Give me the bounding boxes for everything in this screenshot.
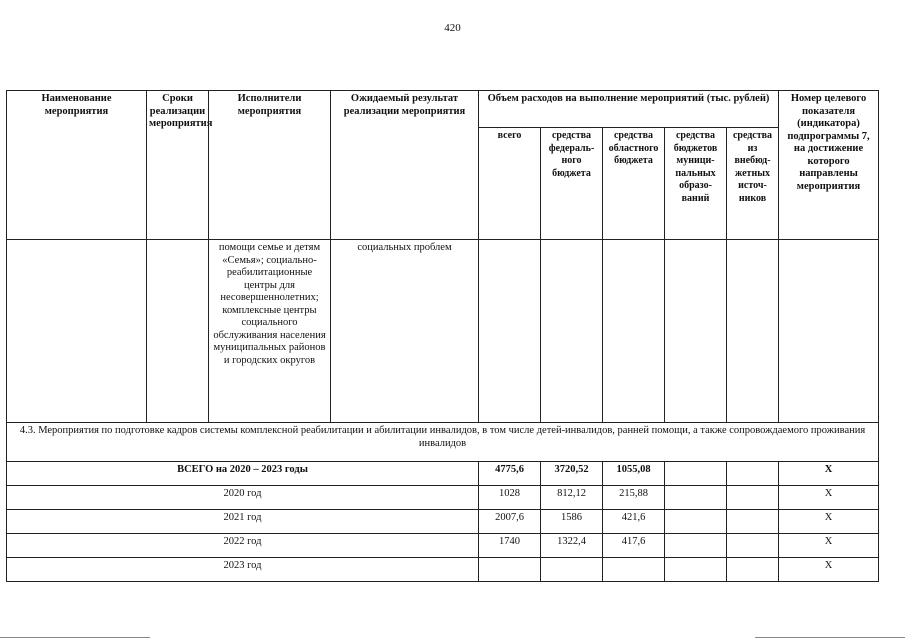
year-label: 2020 год (7, 486, 479, 510)
year-row-2021 (7, 510, 879, 534)
header-name: Наименование мероприятия (7, 91, 147, 240)
page-number: 420 (444, 22, 461, 34)
cell-empty (479, 240, 541, 423)
year-label: 2023 год (7, 558, 479, 582)
total-row (7, 462, 879, 486)
year-extra (727, 558, 779, 582)
total-federal: 3720,52 (541, 462, 603, 486)
year-total: 2007,6 (479, 510, 541, 534)
cell-executors: помощи семье и детям «Семья»; социально-реабилитационные центры для несовершеннолетних; комплексные центры социального обслуживания населения муниципальных районов и городских округов (209, 240, 331, 423)
header-result: Ожидаемый результат реализации мероприятия (331, 91, 479, 240)
scan-line (755, 637, 905, 638)
year-row-2020 (7, 486, 879, 510)
subheader-federal: средства федераль-ного бюджета (541, 128, 603, 240)
year-row-2023 (7, 558, 879, 582)
scan-line (0, 637, 150, 638)
header-terms: Сроки реализации мероприятия (147, 91, 209, 240)
total-sum: 4775,6 (479, 462, 541, 486)
year-indicator: Х (779, 510, 879, 534)
program-table (6, 90, 879, 582)
year-label: 2022 год (7, 534, 479, 558)
cell-result: социальных проблем (331, 240, 479, 423)
year-regional: 417,6 (603, 534, 665, 558)
year-label: 2021 год (7, 510, 479, 534)
year-total: 1028 (479, 486, 541, 510)
continuation-row (7, 240, 879, 423)
year-municipal (665, 534, 727, 558)
header-indicator: Номер целевого показателя (индикатора) подпрограммы 7, на достижение которого направлены мероприятия (779, 91, 879, 240)
subheader-total: всего (479, 128, 541, 240)
total-regional: 1055,08 (603, 462, 665, 486)
year-municipal (665, 510, 727, 534)
cell-empty (665, 240, 727, 423)
header-row (7, 91, 879, 128)
cell-empty (7, 240, 147, 423)
year-indicator: Х (779, 558, 879, 582)
year-indicator: Х (779, 534, 879, 558)
year-row-2022 (7, 534, 879, 558)
year-federal (541, 558, 603, 582)
year-regional (603, 558, 665, 582)
year-regional: 215,88 (603, 486, 665, 510)
total-label: ВСЕГО на 2020 – 2023 годы (7, 462, 479, 486)
header-executors: Исполнители мероприятия (209, 91, 331, 240)
total-municipal (665, 462, 727, 486)
year-extra (727, 534, 779, 558)
year-regional: 421,6 (603, 510, 665, 534)
year-indicator: Х (779, 486, 879, 510)
year-federal: 1322,4 (541, 534, 603, 558)
year-municipal (665, 558, 727, 582)
year-total: 1740 (479, 534, 541, 558)
year-total (479, 558, 541, 582)
cell-empty (779, 240, 879, 423)
year-extra (727, 486, 779, 510)
section-title: 4.3. Мероприятия по подготовке кадров системы комплексной реабилитации и абилитации инвалидов, в том числе детей-инвалидов, ранней помощи, а также сопровождаемого проживания инвалидов (7, 423, 879, 462)
section-row (7, 423, 879, 462)
year-federal: 1586 (541, 510, 603, 534)
total-extra (727, 462, 779, 486)
year-municipal (665, 486, 727, 510)
subheader-extra: средства из внебюд-жетных источ-ников (727, 128, 779, 240)
total-indicator: Х (779, 462, 879, 486)
cell-empty (541, 240, 603, 423)
year-extra (727, 510, 779, 534)
header-costs: Объем расходов на выполнение мероприятий (тыс. рублей) (479, 91, 779, 128)
subheader-municipal: средства бюджетов муници-пальных образо-ваний (665, 128, 727, 240)
cell-empty (603, 240, 665, 423)
subheader-regional: средства областного бюджета (603, 128, 665, 240)
year-federal: 812,12 (541, 486, 603, 510)
cell-empty (147, 240, 209, 423)
cell-empty (727, 240, 779, 423)
